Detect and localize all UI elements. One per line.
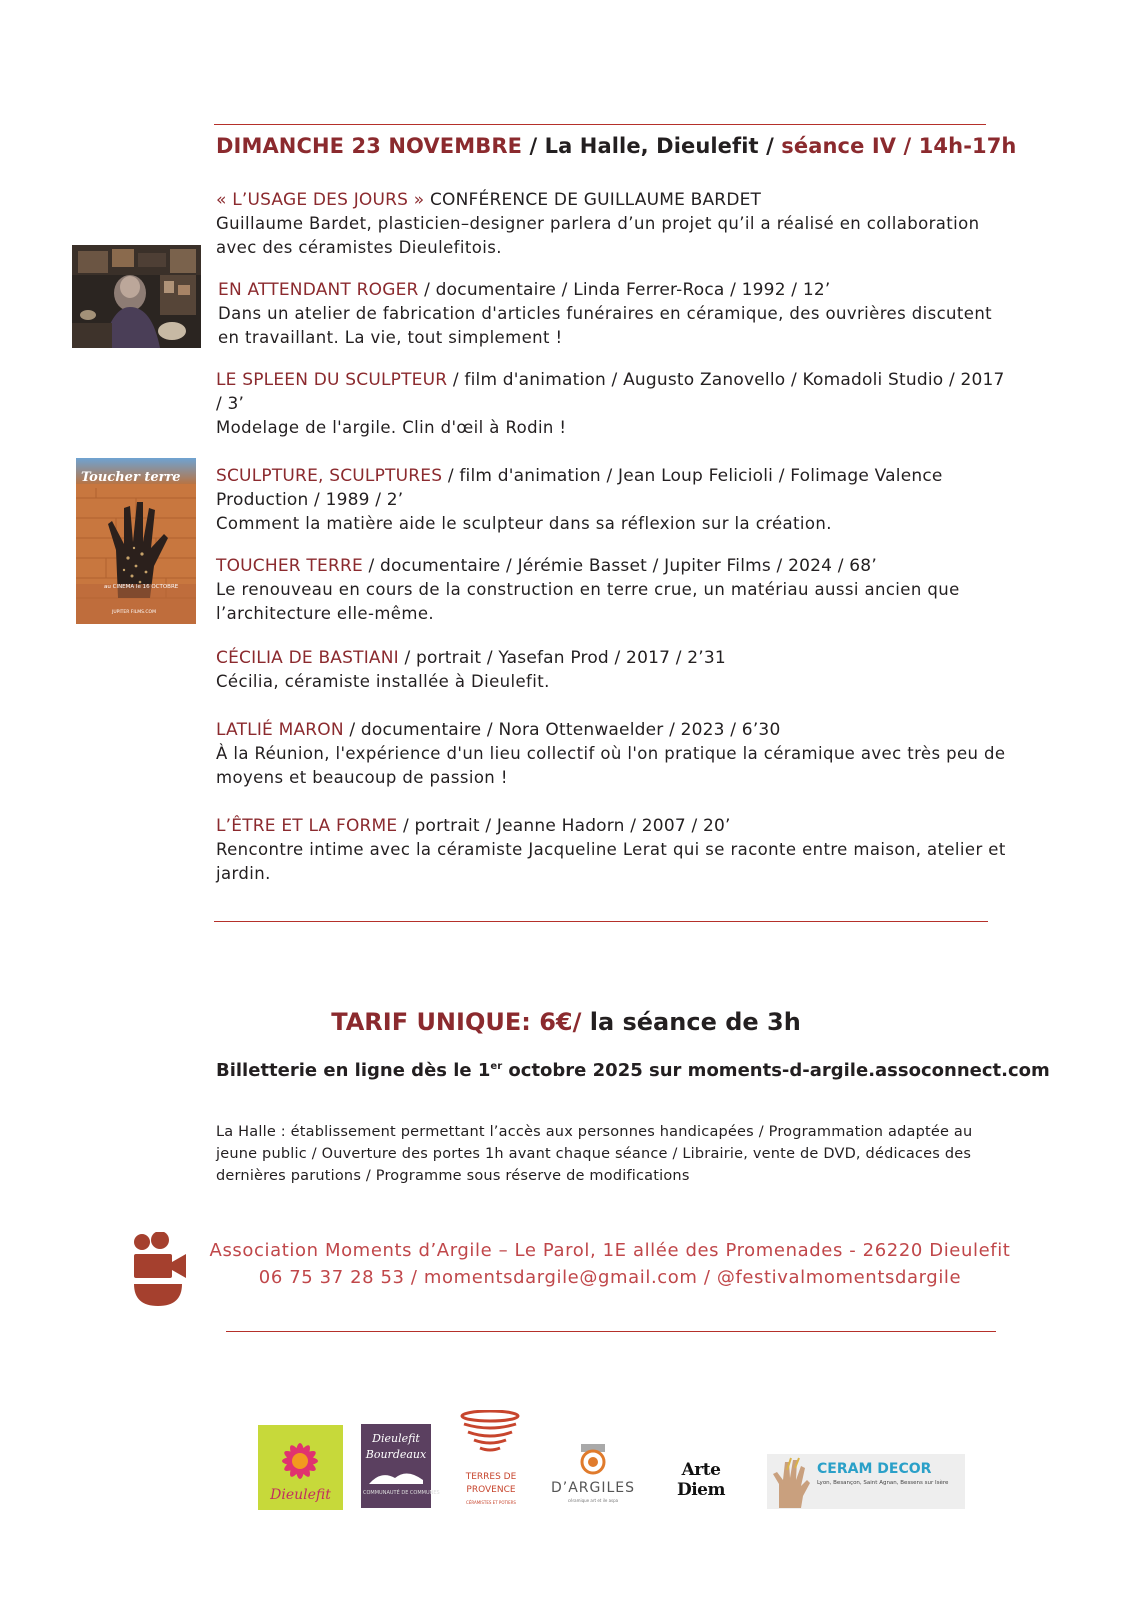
entry-meta: / portrait / Jeanne Hadorn / 2007 / 20’ xyxy=(397,816,731,836)
pottery-icon xyxy=(577,1442,609,1478)
dargiles-logo-sub: céramique art et ile aspa xyxy=(567,1498,619,1503)
entry-heading xyxy=(216,814,1006,838)
hand-icon xyxy=(769,1456,813,1508)
entry-title: LATLIÉ MARON xyxy=(216,720,344,740)
entry-title: TOUCHER TERRE xyxy=(216,556,363,576)
dieulefit-bourdeaux-logo xyxy=(361,1424,440,1508)
session-time: séance IV / 14h-17h xyxy=(781,134,1017,158)
terres-de-provence-logo xyxy=(456,1410,526,1510)
entry-meta: CONFÉRENCE DE GUILLAUME BARDET xyxy=(424,190,762,210)
bourdeaux-logo-top: Dieulefit xyxy=(372,1432,420,1445)
entry-meta: / documentaire / Nora Ottenwaelder / 2023 / 6’30 xyxy=(343,720,781,740)
entry-description: Le renouveau en cours de la construction en terre crue, un matériau aussi ancien que l’architecture elle-même. xyxy=(216,580,960,623)
hills-icon xyxy=(369,1468,423,1484)
program-entry xyxy=(216,368,1006,440)
ticketing-text-before: Billetterie en ligne dès le 1 xyxy=(216,1060,491,1081)
program-entry xyxy=(216,814,1006,886)
session-heading xyxy=(216,134,1016,158)
entry-title: EN ATTENDANT ROGER xyxy=(218,280,419,300)
dieulefit-logo-text: Dieulefit xyxy=(270,1487,331,1503)
entry-meta: / film d'animation / Augusto Zanovello / Komadoli Studio / 2017 / 3’ xyxy=(216,370,1005,414)
entry-description: Guillaume Bardet, plasticien–designer parlera d’un projet qu’il a réalisé en collaboration avec des céramistes Dieulefitois. xyxy=(216,214,980,257)
entry-description: Modelage de l'argile. Clin d'œil à Rodin ! xyxy=(216,418,567,437)
bourdeaux-logo-bottom: Bourdeaux xyxy=(365,1448,427,1461)
association-logo-icon xyxy=(130,1232,190,1311)
session-day: DIMANCHE 23 NOVEMBRE xyxy=(216,134,523,158)
film-still-en-attendant-roger xyxy=(72,245,201,348)
entry-heading xyxy=(216,464,1006,512)
film-still-image xyxy=(72,245,201,348)
ticketing-line xyxy=(216,1060,1050,1081)
entry-description: Comment la matière aide le sculpteur dans sa réflexion sur la création. xyxy=(216,514,832,533)
price-label: TARIF UNIQUE: 6€/ xyxy=(331,1008,582,1036)
entry-title: « L’USAGE DES JOURS » xyxy=(216,190,425,210)
dargiles-logo-text: D’ARGILES xyxy=(550,1480,636,1496)
contact-details: 06 75 37 28 53 / momentsdargile@gmail.com / @festivalmomentsdargile xyxy=(258,1267,962,1288)
entry-title: LE SPLEEN DU SCULPTEUR xyxy=(216,370,448,390)
dargiles-logo xyxy=(545,1442,641,1506)
ticketing-link: octobre 2025 sur moments-d-argile.assoconnect.com xyxy=(502,1060,1050,1081)
dieulefit-logo xyxy=(258,1425,343,1510)
program-entry xyxy=(216,464,1006,536)
terres-logo-line2: PROVENCE xyxy=(466,1485,516,1495)
program-entry xyxy=(216,718,1006,790)
entry-title: L’ÊTRE ET LA FORME xyxy=(216,816,398,836)
program-entry xyxy=(216,646,1006,694)
entry-heading xyxy=(216,188,1006,212)
entry-meta: / film d'animation / Jean Loup Felicioli / Folimage Valence Production / 1989 / 2’ xyxy=(216,466,943,510)
ceram-decor-title: CERAM DECOR xyxy=(817,1461,932,1477)
top-rule xyxy=(214,124,986,125)
bowl-icon xyxy=(460,1410,520,1454)
entry-heading xyxy=(218,278,1008,302)
terres-logo-line1: TERRES DE xyxy=(465,1472,517,1482)
program-entry xyxy=(216,188,1006,260)
entry-heading xyxy=(216,718,1006,742)
entry-description: Cécilia, céramiste installée à Dieulefit. xyxy=(216,672,550,691)
entry-meta: / documentaire / Linda Ferrer-Roca / 1992 / 12’ xyxy=(418,280,831,300)
entry-heading xyxy=(216,368,1006,416)
terres-logo-sub: CÉRAMISTES ET POTIERS xyxy=(466,1500,516,1505)
contact-address: Association Moments d’Argile – Le Parol, 1E allée des Promenades - 26220 Dieulefit xyxy=(209,1240,1011,1261)
entry-meta: / documentaire / Jérémie Basset / Jupiter Films / 2024 / 68’ xyxy=(362,556,877,576)
ceram-decor-sub: Lyon, Besançon, Saint Agnan, Bessens sur Isère xyxy=(817,1480,949,1486)
program-entry xyxy=(216,554,1006,626)
entry-description: Rencontre intime avec la céramiste Jacqueline Lerat qui se raconte entre maison, atelier et jardin. xyxy=(216,840,1006,883)
program-entry xyxy=(218,278,1008,350)
entry-description: À la Réunion, l'expérience d'un lieu collectif où l'on pratique la céramique avec très peu de moyens et beaucoup de passion ! xyxy=(216,744,1006,787)
venue-information: La Halle : établissement permettant l’accès aux personnes handicapées / Programmation adaptée au jeune public / Ouverture des portes 1h avant chaque séance / Librairie, vente de DVD, dédicaces des dernières parutions / Programme sous réserve de modifications xyxy=(216,1124,973,1184)
entry-heading xyxy=(216,646,1006,670)
arte-diem-logo-text: Arte Diem xyxy=(676,1460,725,1500)
section-rule xyxy=(214,921,988,922)
entry-title: CÉCILIA DE BASTIANI xyxy=(216,648,399,668)
bottom-rule xyxy=(226,1331,996,1332)
poster-toucher-terre xyxy=(76,458,196,624)
ticketing-superscript: er xyxy=(490,1061,503,1072)
entry-meta: / portrait / Yasefan Prod / 2017 / 2’31 xyxy=(398,648,726,668)
price-heading xyxy=(0,1008,1132,1036)
poster-studio: JUPITER FILMS.COM xyxy=(112,610,156,615)
bourdeaux-logo-sub: COMMUNAUTÉ DE COMMUNES xyxy=(363,1490,440,1496)
poster-date: au CINEMA le 16 OCTOBRE xyxy=(104,584,179,590)
arte-diem-logo xyxy=(664,1456,738,1502)
session-venue: / La Halle, Dieulefit / xyxy=(522,134,782,158)
price-detail: la séance de 3h xyxy=(581,1008,801,1036)
entry-title: SCULPTURE, SCULPTURES xyxy=(216,466,443,486)
entry-heading xyxy=(216,554,1006,578)
ceram-decor-logo xyxy=(767,1454,965,1509)
entry-description: Dans un atelier de fabrication d'articles funéraires en céramique, des ouvrières discutent en travaillant. La vie, tout simplement ! xyxy=(218,304,993,347)
poster-title: Toucher terre xyxy=(81,470,181,485)
